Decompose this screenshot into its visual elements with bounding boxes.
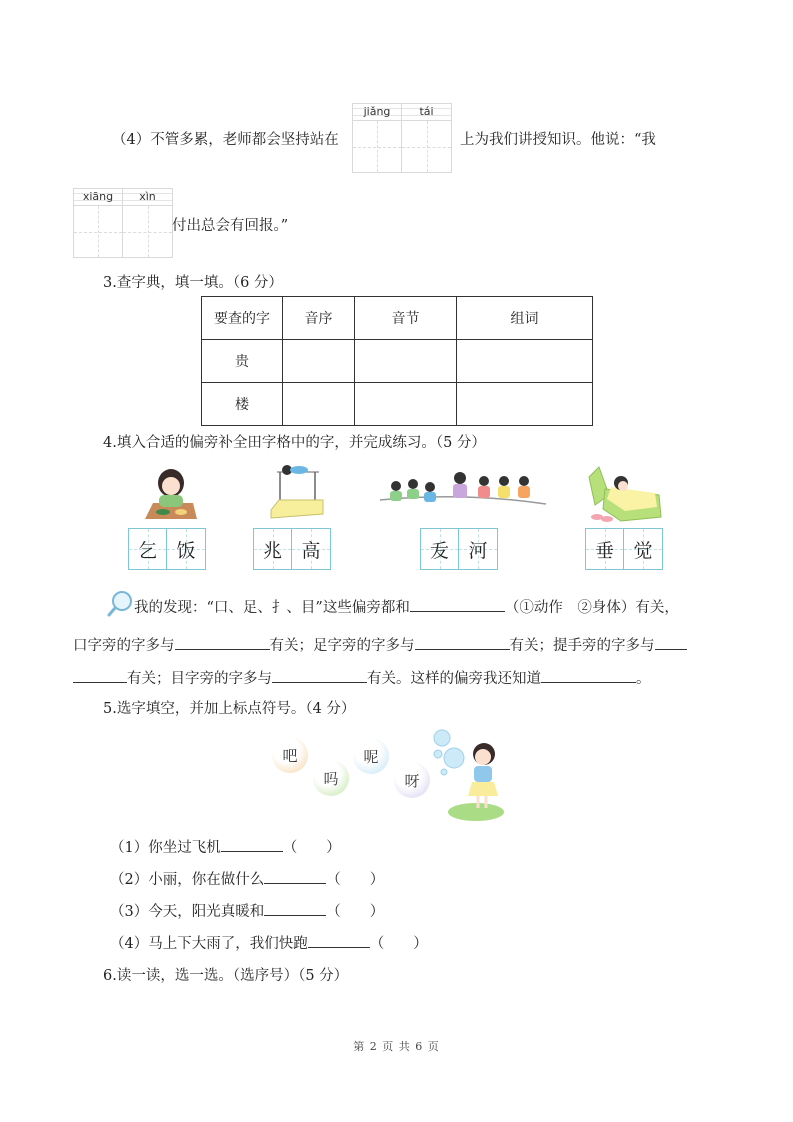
tianzi-group-2 <box>253 528 331 570</box>
q5-item1: （1）你坐过飞机 （ ） <box>110 840 341 856</box>
q5-item2: （2）小丽，你在做什么 （ ） <box>110 872 385 888</box>
answer-cell[interactable] <box>283 383 355 426</box>
tug-of-war-illustration <box>378 470 548 520</box>
table-header-row <box>202 297 593 340</box>
pinyin-cell[interactable] <box>402 104 451 172</box>
answer-blank[interactable] <box>541 669 636 683</box>
punctuation-paren[interactable]: （ ） <box>369 936 428 952</box>
q2-item4-line2: 付出总会有回报。” <box>172 218 289 234</box>
table-header: 组词 <box>457 297 593 340</box>
girl-blowing-bubbles-illustration <box>428 728 504 824</box>
tianzi-cell: 河 <box>459 529 497 569</box>
q6-title: 6.读一读，选一选。（选序号）（5 分） <box>103 968 349 984</box>
answer-blank[interactable] <box>221 838 283 852</box>
high-jump-illustration <box>265 462 327 524</box>
discovery-line2: 口字旁的字多与 有关；足字旁的字多与 有关；提手旁的字多与 <box>73 634 687 655</box>
pinyin-grid-jiangtai[interactable] <box>352 103 452 173</box>
punctuation-paren[interactable]: （ ） <box>282 840 341 856</box>
answer-blank[interactable] <box>410 598 505 612</box>
tianzi-cell: 觉 <box>624 529 662 569</box>
answer-blank[interactable] <box>308 934 370 948</box>
tianzi-cell: 饭 <box>167 529 205 569</box>
q5-title: 5.选字填空，并加上标点符号。（4 分） <box>103 701 356 717</box>
answer-blank[interactable] <box>264 870 326 884</box>
answer-cell[interactable] <box>355 340 457 383</box>
answer-blank[interactable] <box>272 669 367 683</box>
tianzi-cell[interactable]: 垂 <box>586 529 624 569</box>
dictionary-table <box>201 296 593 426</box>
answer-blank[interactable] <box>655 636 687 650</box>
q5-item4: （4）马上下大雨了，我们快跑 （ ） <box>110 936 428 952</box>
answer-cell[interactable] <box>355 383 457 426</box>
tianzi-group-1 <box>128 528 206 570</box>
discovery-line3: 有关；目字旁的字多与 有关。这样的偏旁我还知道 。 <box>73 667 651 688</box>
pinyin-text: tái <box>419 105 434 118</box>
q5-item3: （3）今天，阳光真暖和 （ ） <box>110 904 385 920</box>
tianzi-group-4 <box>585 528 663 570</box>
pinyin-text: xìn <box>139 190 156 203</box>
item-label: （4） <box>112 132 151 148</box>
table-header: 要查的字 <box>202 297 283 340</box>
tianzi-cell[interactable]: 兆 <box>254 529 292 569</box>
table-header: 音序 <box>283 297 355 340</box>
punctuation-paren[interactable]: （ ） <box>326 904 385 920</box>
page-number: 第 2 页 共 6 页 <box>353 1040 440 1053</box>
answer-blank[interactable] <box>264 902 326 916</box>
table-header: 音节 <box>355 297 457 340</box>
child-sleeping-illustration <box>585 465 665 525</box>
table-row <box>202 340 593 383</box>
pinyin-text: jiǎng <box>363 105 391 118</box>
table-cell-char: 贵 <box>202 340 283 383</box>
q3-title: 3.查字典，填一填。（6 分） <box>103 275 283 291</box>
pinyin-text: xiāng <box>82 190 114 203</box>
bubble-ma: 吗 <box>313 760 349 796</box>
q2-item4-line1-end: 上为我们讲授知识。他说：“我 <box>460 132 656 148</box>
q4-title: 4.填入合适的偏旁补全田字格中的字，并完成练习。（5 分） <box>103 435 486 451</box>
punctuation-paren[interactable]: （ ） <box>326 872 385 888</box>
answer-cell[interactable] <box>457 383 593 426</box>
sentence-part: 不管多累，老师都会坚持站在 <box>150 132 339 148</box>
pinyin-cell[interactable] <box>123 189 172 257</box>
tianzi-cell[interactable]: 乞 <box>129 529 167 569</box>
answer-blank[interactable] <box>175 636 270 650</box>
table-row <box>202 383 593 426</box>
bubble-ya: 呀 <box>394 762 430 798</box>
pinyin-grid-xiangxin[interactable] <box>73 188 173 258</box>
bubble-ne: 呢 <box>353 738 389 774</box>
pinyin-cell[interactable] <box>74 189 123 257</box>
answer-cell[interactable] <box>283 340 355 383</box>
discovery-line1: 我的发现：“口、足、扌、目”这些偏旁都和 （①动作 ②身体）有关， <box>134 600 679 616</box>
girl-eating-illustration <box>143 465 199 521</box>
answer-cell[interactable] <box>457 340 593 383</box>
bubble-ba: 吧 <box>272 737 308 773</box>
pinyin-cell[interactable] <box>353 104 402 172</box>
tianzi-cell: 高 <box>292 529 330 569</box>
answer-blank[interactable] <box>415 636 510 650</box>
tianzi-cell[interactable]: 叐 <box>421 529 459 569</box>
q2-item4-line1 <box>112 128 339 149</box>
magnifier-icon <box>106 590 134 618</box>
tianzi-group-3 <box>420 528 498 570</box>
answer-blank[interactable] <box>73 669 127 683</box>
table-cell-char: 楼 <box>202 383 283 426</box>
